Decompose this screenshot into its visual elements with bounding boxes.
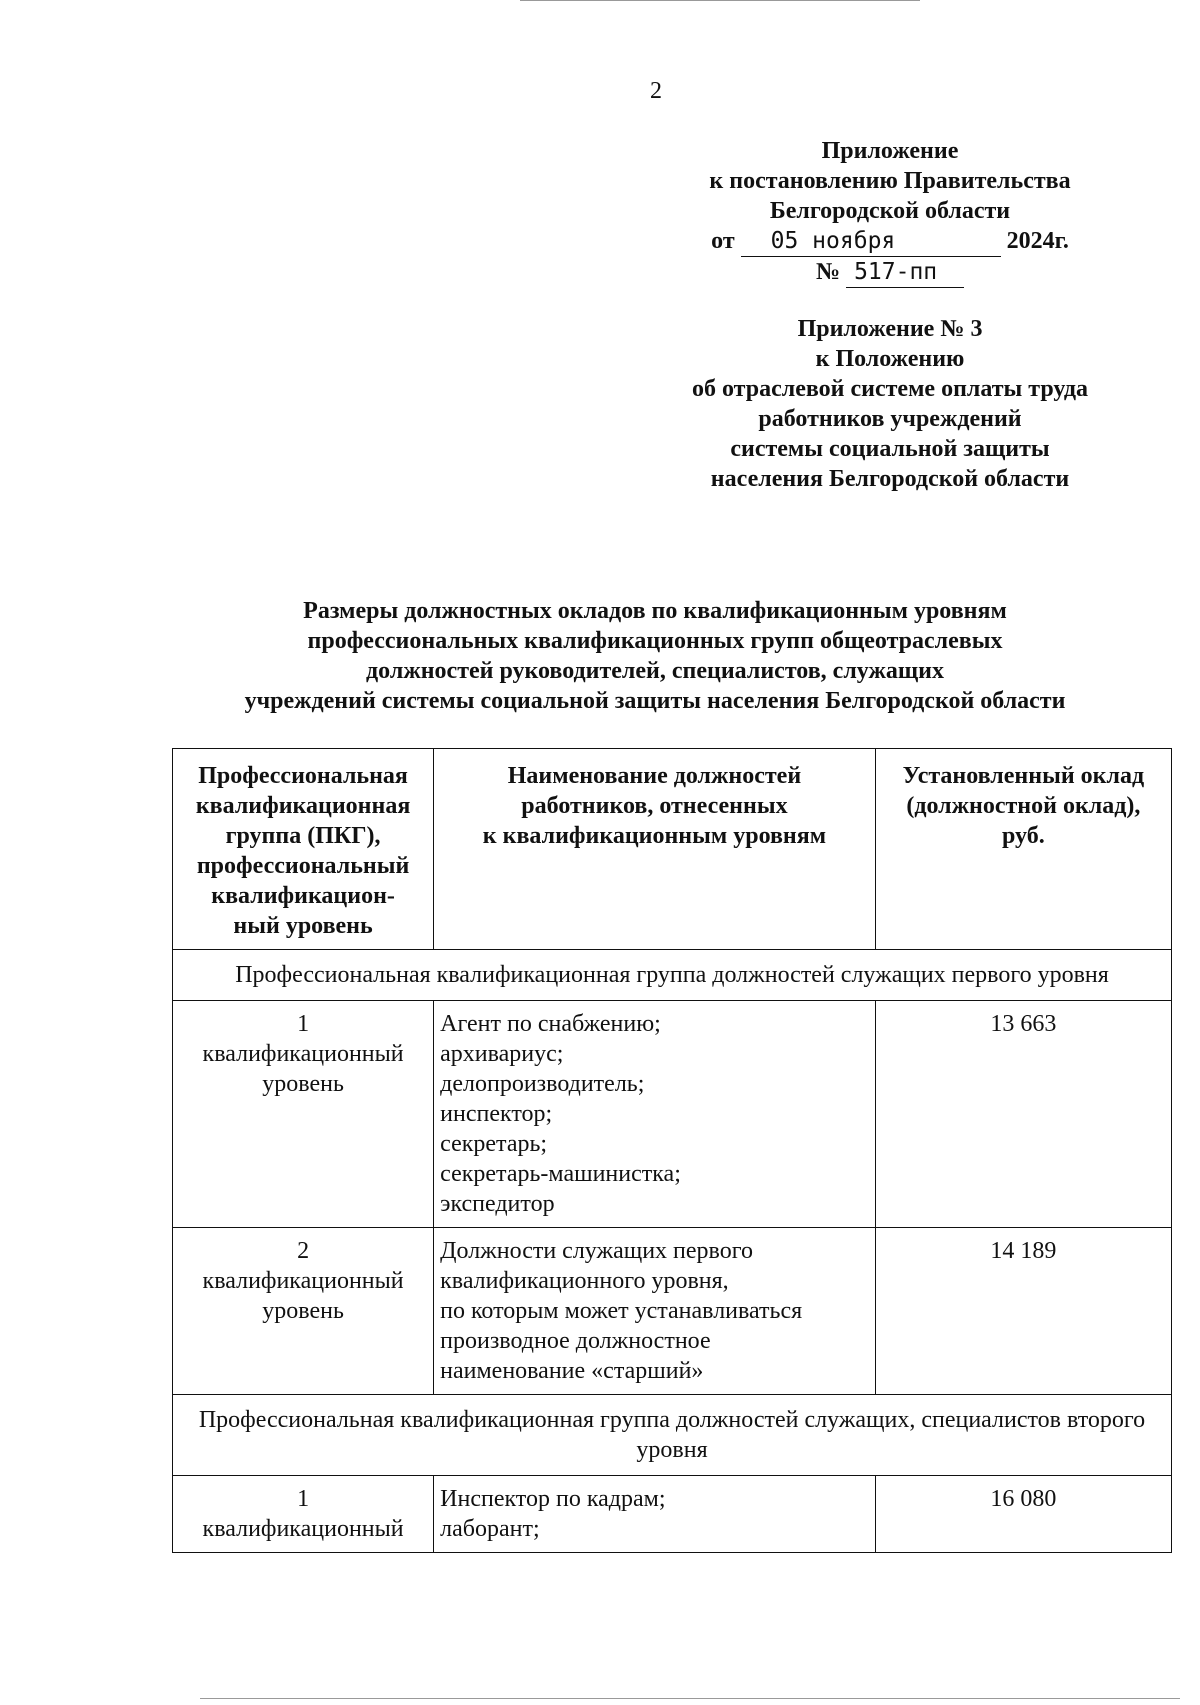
names-cell: [434, 1001, 876, 1228]
level-text: 2: [297, 1238, 310, 1264]
header-text: Установленный оклад: [902, 763, 1145, 789]
level-text: квалификационный: [202, 1268, 404, 1294]
appendix-line: к Положению: [815, 346, 965, 372]
header-names: [434, 749, 876, 950]
table-row: [173, 1001, 1172, 1228]
level-cell: [173, 1476, 434, 1553]
attachment-header: [640, 136, 1140, 288]
title-line: должностей руководителей, специалистов, служащих: [366, 658, 944, 684]
title-line: профессиональных квалификационных групп общеотраслевых: [307, 628, 1003, 654]
attachment-title: Приложение: [821, 138, 959, 164]
scan-artifact-top: [520, 0, 920, 1]
level-text: квалификационный: [202, 1041, 404, 1067]
header-text: (должностной оклад),: [906, 793, 1141, 819]
appendix-line: работников учреждений: [758, 406, 1022, 432]
page-number: 2: [650, 78, 662, 104]
position-name: экспедитор: [440, 1191, 555, 1217]
position-name: производное должностное: [440, 1328, 711, 1354]
table-row: [173, 1228, 1172, 1395]
attachment-line-3: Белгородской области: [769, 198, 1011, 224]
appendix-header: [660, 314, 1120, 494]
level-text: 1: [297, 1011, 310, 1037]
level-cell: [173, 1001, 434, 1228]
level-text: уровень: [262, 1298, 344, 1324]
position-name: Агент по снабжению;: [440, 1011, 661, 1037]
attachment-line-2: к постановлению Правительства: [709, 168, 1071, 194]
position-name: секретарь;: [440, 1131, 548, 1157]
position-name: Должности служащих первого: [440, 1238, 753, 1264]
appendix-line: населения Белгородской области: [710, 466, 1070, 492]
header-text: квалификацион-: [211, 883, 395, 909]
group-title: Профессиональная квалификационная группа должностей служащих первого уровня: [173, 950, 1172, 1001]
table-header-row: [173, 749, 1172, 950]
header-level: [173, 749, 434, 950]
salary-cell: 16 080: [875, 1476, 1171, 1553]
date-suffix: 2024г.: [1006, 228, 1069, 254]
salary-table: [172, 748, 1172, 1553]
decree-date-line: [640, 226, 1140, 257]
appendix-line: Приложение № 3: [797, 316, 983, 342]
position-name: делопроизводитель;: [440, 1071, 645, 1097]
decree-number: 517-пп: [846, 257, 964, 288]
appendix-line: об отраслевой системе оплаты труда: [691, 376, 1089, 402]
position-name: квалификационного уровня,: [440, 1268, 729, 1294]
level-text: квалификационный: [202, 1516, 404, 1542]
group-row: [173, 950, 1172, 1001]
level-cell: [173, 1228, 434, 1395]
header-text: работников, отнесенных: [521, 793, 788, 819]
position-name: секретарь-машинистка;: [440, 1161, 681, 1187]
decree-date: 05 ноября: [741, 226, 1001, 257]
salary-cell: 14 189: [875, 1228, 1171, 1395]
position-name: по которым может устанавливаться: [440, 1298, 803, 1324]
group-title: Профессиональная квалификационная группа должностей служащих, специалистов второго уровня: [173, 1395, 1172, 1476]
number-prefix: №: [815, 259, 841, 285]
names-cell: [434, 1476, 876, 1553]
salary-cell: 13 663: [875, 1001, 1171, 1228]
header-text: Наименование должностей: [507, 763, 802, 789]
document-title: [150, 596, 1160, 716]
table-row: [173, 1476, 1172, 1553]
header-text: к квалификационным уровням: [482, 823, 827, 849]
header-text: ный уровень: [233, 913, 373, 939]
position-name: архивариус;: [440, 1041, 564, 1067]
names-cell: [434, 1228, 876, 1395]
level-text: уровень: [262, 1071, 344, 1097]
level-text: 1: [297, 1486, 310, 1512]
header-text: Профессиональная: [198, 763, 408, 789]
position-name: наименование «старший»: [440, 1358, 704, 1384]
header-text: группа (ПКГ),: [225, 823, 381, 849]
position-name: лаборант;: [440, 1516, 540, 1542]
header-salary: [875, 749, 1171, 950]
header-text: руб.: [1002, 823, 1045, 849]
title-line: Размеры должностных окладов по квалификационным уровням: [303, 598, 1007, 624]
appendix-line: системы социальной защиты: [730, 436, 1050, 462]
position-name: инспектор;: [440, 1101, 553, 1127]
header-text: профессиональный: [196, 853, 410, 879]
header-text: квалификационная: [195, 793, 411, 819]
title-line: учреждений системы социальной защиты населения Белгородской области: [244, 688, 1066, 714]
date-prefix: от: [711, 228, 735, 254]
position-name: Инспектор по кадрам;: [440, 1486, 666, 1512]
scan-artifact-bottom: [200, 1698, 1180, 1699]
decree-number-line: [640, 257, 1140, 288]
group-row: [173, 1395, 1172, 1476]
